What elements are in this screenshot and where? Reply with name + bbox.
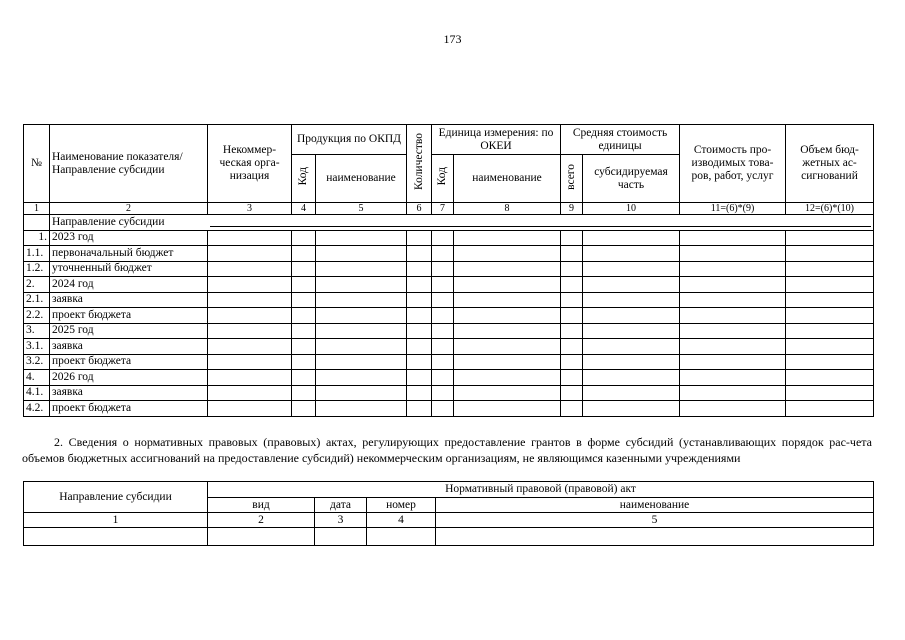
- row-no: 2.1.: [24, 292, 50, 308]
- column-number: 1: [24, 203, 50, 215]
- row-no: 2.2.: [24, 308, 50, 324]
- header-budget-volume: Объем бюд-жетных ас-сигнований: [786, 125, 874, 203]
- row-no: 3.: [24, 323, 50, 339]
- header-product-name: наименование: [316, 155, 407, 203]
- table-row: [24, 230, 874, 246]
- row-name: 2025 год: [50, 323, 208, 339]
- header-avg-total: [561, 155, 583, 203]
- header-product-code: [292, 155, 316, 203]
- row-no: 4.2.: [24, 401, 50, 417]
- header-quantity: [407, 125, 432, 203]
- fill-in-line: [210, 226, 872, 227]
- table-row: [24, 308, 874, 324]
- table-row: [24, 528, 874, 546]
- row-no: 3.2.: [24, 354, 50, 370]
- row-name: проект бюджета: [50, 354, 208, 370]
- header-organization: Некоммер-ческая орга-низация: [208, 125, 292, 203]
- column-number: 12=(6)*(10): [786, 203, 874, 215]
- column-number: 4: [367, 513, 436, 528]
- header-legal-act: Нормативный правовой (правовой) акт: [208, 482, 874, 498]
- table-row: [24, 277, 874, 293]
- column-number: 7: [432, 203, 454, 215]
- table-row: [24, 246, 874, 262]
- table-row: [24, 323, 874, 339]
- column-number: 8: [454, 203, 561, 215]
- header-unit-code-text: Код: [436, 167, 449, 186]
- table-row: [24, 370, 874, 386]
- header-direction: Направление субсидии: [24, 482, 208, 513]
- row-no: 1.1.: [24, 246, 50, 262]
- row-name: первоначальный бюджет: [50, 246, 208, 262]
- column-number: 5: [436, 513, 874, 528]
- column-number: 1: [24, 513, 208, 528]
- header-average-cost: Средняя стоимость единицы: [561, 125, 680, 155]
- header-avg-subsidized: субсидируемая часть: [583, 155, 680, 203]
- header-date: дата: [315, 498, 367, 513]
- column-number: 4: [292, 203, 316, 215]
- header-number: номер: [367, 498, 436, 513]
- header-unit-okei: Единица измерения: по ОКЕИ: [432, 125, 561, 155]
- row-no: 1.: [24, 230, 50, 246]
- row-no: 2.: [24, 277, 50, 293]
- header-quantity-text: Количество: [412, 133, 425, 190]
- table-row: [24, 385, 874, 401]
- column-number: 3: [315, 513, 367, 528]
- header-production-cost: Стоимость про-изводимых това-ров, работ, услуг: [680, 125, 786, 203]
- row-name: 2026 год: [50, 370, 208, 386]
- header-name: наименование: [436, 498, 874, 513]
- row-no: 4.1.: [24, 385, 50, 401]
- row-name: 2024 год: [50, 277, 208, 293]
- direction-label: Направление субсидии: [50, 215, 208, 231]
- header-type: вид: [208, 498, 315, 513]
- column-number: 5: [316, 203, 407, 215]
- column-number: 9: [561, 203, 583, 215]
- direction-fill-line: [208, 215, 874, 231]
- row-name: заявка: [50, 339, 208, 355]
- header-no: №: [24, 125, 50, 203]
- page-number: 173: [443, 32, 462, 46]
- row-name: проект бюджета: [50, 308, 208, 324]
- direction-no-cell: [24, 215, 50, 231]
- header-product-code-text: Код: [297, 167, 309, 186]
- column-number: 10: [583, 203, 680, 215]
- column-number: 6: [407, 203, 432, 215]
- column-number: 3: [208, 203, 292, 215]
- table-row: [24, 292, 874, 308]
- header-indicator-name: Наименование показателя/ Направление субсидии: [50, 125, 208, 203]
- column-number: 2: [208, 513, 315, 528]
- legal-acts-table: [23, 481, 874, 546]
- row-no: 4.: [24, 370, 50, 386]
- row-name: уточненный бюджет: [50, 261, 208, 277]
- header-unit-code: [432, 155, 454, 203]
- column-number: 2: [50, 203, 208, 215]
- row-name: проект бюджета: [50, 401, 208, 417]
- row-name: 2023 год: [50, 230, 208, 246]
- row-no: 3.1.: [24, 339, 50, 355]
- direction-row: [24, 215, 874, 231]
- header-avg-total-text: всего: [565, 163, 578, 190]
- row-name: заявка: [50, 292, 208, 308]
- section-2-text: 2. Сведения о нормативных правовых (правовых) актах, регулирующих предоставление грантов в форме субсидий (устанавливающих порядок рас-чета объемов бюджетных ассигнований на предоставление субсидий) некоммерческим организациям, не являющимся казенными учреждениями: [22, 435, 872, 465]
- row-name: заявка: [50, 385, 208, 401]
- table-row: [24, 261, 874, 277]
- table-row: [24, 339, 874, 355]
- header-product-okpd: Продукция по ОКПД: [292, 125, 407, 155]
- table-row: [24, 401, 874, 417]
- indicators-table: [23, 124, 874, 417]
- header-unit-name: наименование: [454, 155, 561, 203]
- table-row: [24, 354, 874, 370]
- column-number: 11=(6)*(9): [680, 203, 786, 215]
- row-no: 1.2.: [24, 261, 50, 277]
- section-2-paragraph: [22, 434, 872, 466]
